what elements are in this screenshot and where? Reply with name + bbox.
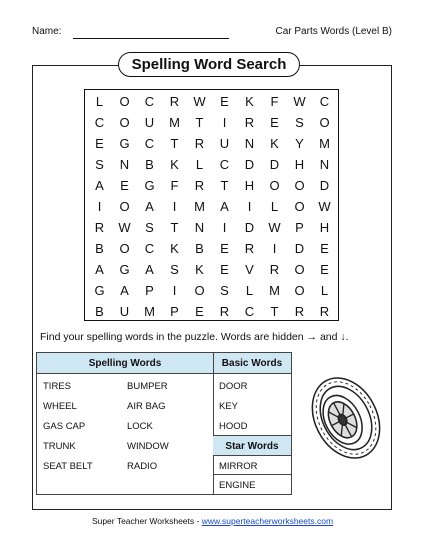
grid-letter: O: [194, 283, 205, 298]
footer-prefix: Super Teacher Worksheets -: [91, 516, 202, 526]
grid-letter: I: [222, 115, 227, 130]
grid-letter: R: [244, 241, 255, 256]
grid-letter: O: [119, 199, 130, 214]
spelling-words-header: Spelling Words: [37, 353, 213, 374]
grid-letter: S: [295, 115, 304, 130]
grid-letter: D: [244, 220, 255, 235]
grid-letter: C: [319, 94, 330, 109]
grid-letter: A: [145, 199, 154, 214]
spelling-word: RADIO: [127, 461, 158, 472]
grid-letter: R: [319, 304, 330, 319]
grid-letter: C: [144, 241, 155, 256]
grid-letter: L: [270, 199, 279, 214]
grid-letter: I: [222, 220, 227, 235]
grid-letter: K: [195, 262, 204, 277]
grid-letter: O: [294, 178, 305, 193]
grid-letter: P: [145, 283, 154, 298]
grid-letter: S: [145, 220, 154, 235]
page-title-text: Spelling Word Search: [131, 56, 287, 73]
grid-letter: W: [118, 220, 131, 235]
grid-letter: G: [144, 178, 155, 193]
grid-letter: M: [269, 283, 280, 298]
grid-letter: I: [172, 283, 177, 298]
grid-letter: N: [119, 157, 130, 172]
worksheet-title: Car Parts Words (Level B): [275, 26, 392, 37]
footer: [0, 516, 425, 526]
grid-letter: G: [94, 283, 105, 298]
grid-letter: P: [170, 304, 179, 319]
grid-letter: W: [293, 94, 306, 109]
grid-letter: R: [244, 115, 255, 130]
grid-letter: B: [195, 241, 204, 256]
grid-letter: A: [120, 283, 129, 298]
spelling-word: TRUNK: [43, 441, 76, 452]
grid-letter: O: [269, 178, 280, 193]
grid-letter: T: [170, 220, 179, 235]
grid-letter: W: [268, 220, 281, 235]
grid-letter: E: [220, 241, 229, 256]
grid-letter: A: [95, 262, 104, 277]
grid-letter: R: [294, 304, 305, 319]
grid-letter: K: [245, 94, 254, 109]
grid-letter: D: [269, 157, 280, 172]
row-divider: [213, 474, 291, 475]
grid-letter: U: [219, 136, 230, 151]
grid-letter: T: [220, 178, 229, 193]
grid-letter: E: [320, 241, 329, 256]
spelling-word: AIR BAG: [127, 401, 166, 412]
grid-letter: U: [119, 304, 130, 319]
grid-letter: E: [120, 178, 129, 193]
grid-letter: E: [220, 94, 229, 109]
instructions: Find your spelling words in the puzzle. Words are hidden → and ↓.: [40, 331, 349, 343]
grid-letter: D: [319, 178, 330, 193]
grid-letter: N: [194, 220, 205, 235]
page-title: [118, 52, 300, 77]
basic-word: DOOR: [219, 381, 248, 392]
grid-letter: S: [220, 283, 229, 298]
grid-letter: D: [244, 157, 255, 172]
grid-letter: P: [295, 220, 304, 235]
name-line[interactable]: [73, 38, 229, 39]
grid-letter: L: [245, 283, 254, 298]
table-divider: [213, 353, 214, 494]
grid-letter: R: [269, 262, 280, 277]
spelling-word: LOCK: [127, 421, 153, 432]
grid-letter: E: [270, 115, 279, 130]
grid-letter: I: [272, 241, 277, 256]
basic-word: HOOD: [219, 421, 248, 432]
grid-letter: E: [95, 136, 104, 151]
grid-letter: W: [318, 199, 331, 214]
grid-letter: E: [220, 262, 229, 277]
star-word: ENGINE: [219, 480, 256, 491]
grid-letter: I: [247, 199, 252, 214]
grid-letter: H: [294, 157, 305, 172]
footer-link[interactable]: www.superteacherworksheets.com: [201, 516, 334, 526]
grid-letter: A: [145, 262, 154, 277]
word-list-table: [36, 352, 292, 495]
grid-letter: T: [270, 304, 279, 319]
tire-icon: [298, 370, 394, 466]
name-label: Name:: [32, 26, 62, 37]
grid-letter: Y: [295, 136, 304, 151]
grid-letter: C: [144, 94, 155, 109]
grid-letter: L: [320, 283, 329, 298]
grid-letter: L: [95, 94, 104, 109]
grid-letter: C: [219, 157, 230, 172]
spelling-word: SEAT BELT: [43, 461, 93, 472]
grid-letter: H: [319, 220, 330, 235]
grid-letter: G: [119, 262, 130, 277]
grid-letter: R: [194, 178, 205, 193]
header: [32, 26, 392, 42]
grid-letter: C: [94, 115, 105, 130]
grid-letter: O: [119, 115, 130, 130]
grid-letter: I: [172, 199, 177, 214]
grid-letter: T: [195, 115, 204, 130]
grid-letter: L: [195, 157, 204, 172]
spelling-word: WINDOW: [127, 441, 169, 452]
grid-letter: C: [144, 136, 155, 151]
grid-letter: C: [244, 304, 255, 319]
spelling-word: GAS CAP: [43, 421, 86, 432]
grid-letter: O: [119, 241, 130, 256]
grid-letter: B: [95, 241, 104, 256]
grid-letter: O: [294, 199, 305, 214]
grid-letter: S: [95, 157, 104, 172]
grid-letter: O: [319, 115, 330, 130]
grid-letter: E: [320, 262, 329, 277]
grid-letter: D: [294, 241, 305, 256]
grid-letter: U: [144, 115, 155, 130]
spelling-word: TIRES: [43, 381, 71, 392]
star-words-header: Star Words: [213, 435, 291, 456]
grid-letter: O: [119, 94, 130, 109]
grid-letter: R: [94, 220, 105, 235]
grid-letter: T: [170, 136, 179, 151]
grid-letter: G: [119, 136, 130, 151]
grid-letter: O: [294, 283, 305, 298]
basic-word: KEY: [219, 401, 239, 412]
grid-letter: R: [169, 94, 180, 109]
grid-letter: K: [170, 241, 179, 256]
grid-letter: R: [194, 136, 205, 151]
grid-letter: A: [95, 178, 104, 193]
grid-letter: M: [319, 136, 330, 151]
grid-letter: R: [219, 304, 230, 319]
grid-letter: M: [169, 115, 180, 130]
grid-letter: O: [294, 262, 305, 277]
word-search-grid: [84, 89, 339, 321]
grid-letter: N: [244, 136, 255, 151]
grid-letter: V: [245, 262, 254, 277]
grid-letter: K: [170, 157, 179, 172]
grid-letter: E: [195, 304, 204, 319]
grid-letter: K: [270, 136, 279, 151]
grid-letter: I: [97, 199, 102, 214]
grid-letter: A: [220, 199, 229, 214]
basic-words-header: Basic Words: [213, 353, 291, 374]
grid-letter: M: [144, 304, 155, 319]
grid-letter: B: [145, 157, 154, 172]
grid-letter: S: [170, 262, 179, 277]
grid-letter: M: [194, 199, 205, 214]
grid-letter: F: [170, 178, 179, 193]
grid-letter: N: [319, 157, 330, 172]
spelling-word: WHEEL: [43, 401, 77, 412]
grid-letter: B: [95, 304, 104, 319]
grid-letter: F: [270, 94, 279, 109]
grid-letter: H: [244, 178, 255, 193]
spelling-word: BUMPER: [127, 381, 168, 392]
grid-letter: W: [193, 94, 206, 109]
star-word: MIRROR: [219, 461, 258, 472]
